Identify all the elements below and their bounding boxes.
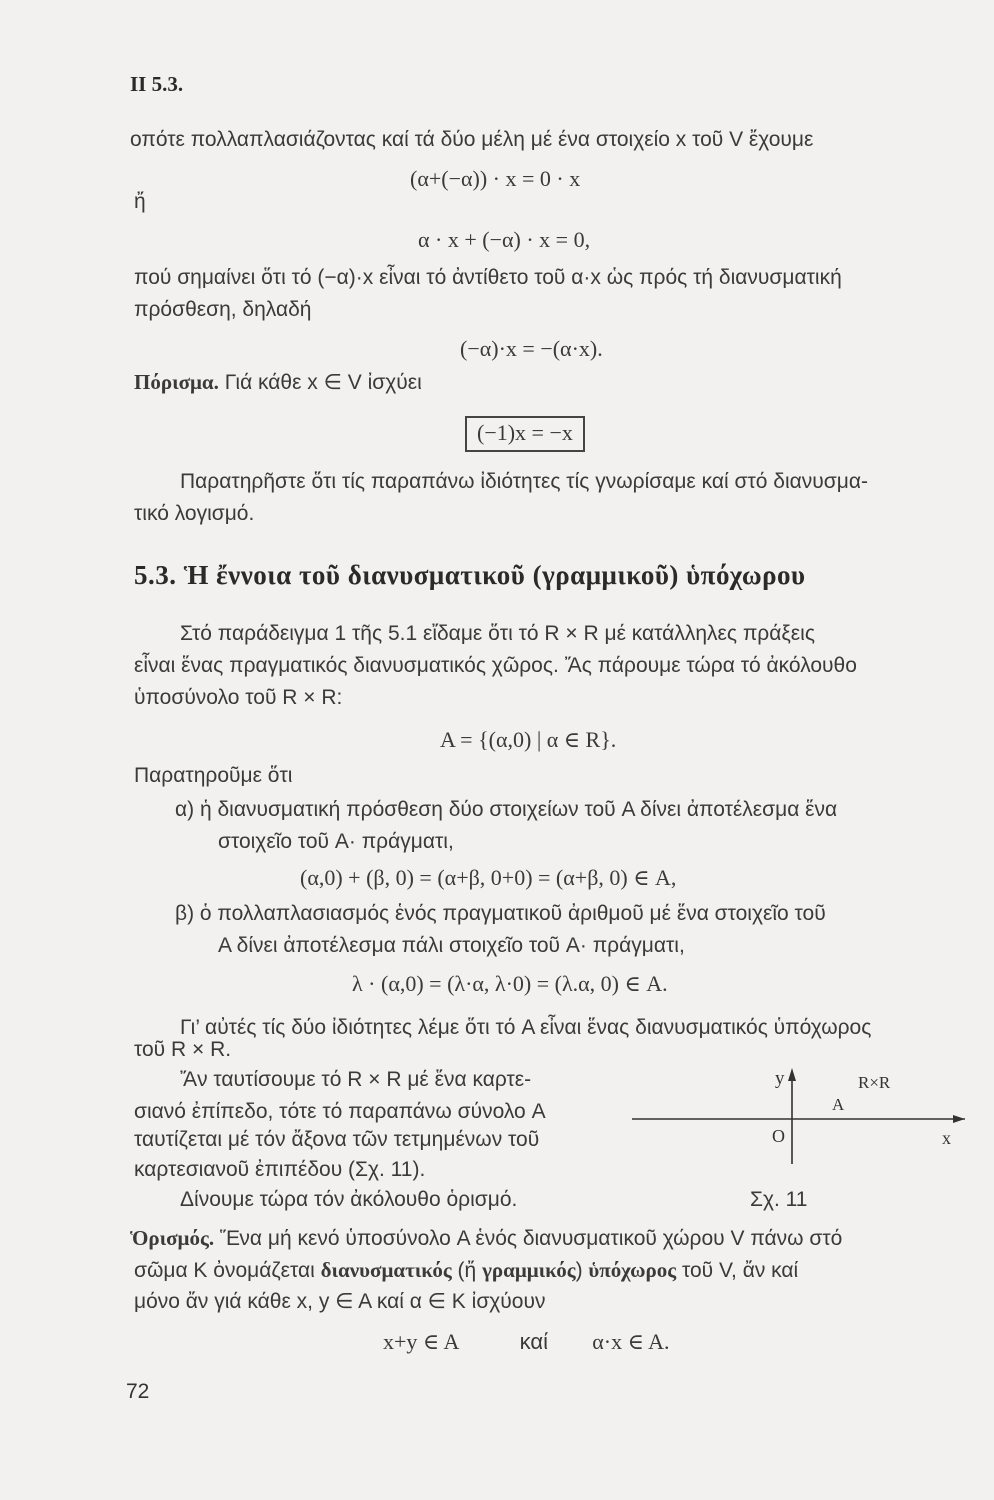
equation: α · x + (−α) · x = 0, (418, 227, 591, 252)
y-axis-arrow (788, 1068, 796, 1081)
corollary-text: Γιά κάθε x ∈ V ἰσχύει (224, 371, 422, 394)
label-rxr: R×R (858, 1073, 891, 1092)
equation: (−α)·x = −(α·x). (460, 336, 603, 361)
label-origin: O (772, 1126, 785, 1146)
equation-left: x+y ∈ A (383, 1329, 460, 1354)
corollary-line (134, 366, 422, 399)
term-bold: διανυσματικός (320, 1258, 452, 1282)
text-line: πού σημαίνει ὅτι τό (−α)·x εἶναι τό ἀντίθετο τοῦ α·x ὡς πρός τή διανυσματική (134, 266, 842, 289)
label-y: y (775, 1068, 785, 1089)
label-x: x (942, 1128, 951, 1148)
equation-and: καί (519, 1329, 548, 1354)
text-line: Παρατηρῆστε ὅτι τίς παραπάνω ἰδιότητες τίς γνωρίσαμε καί στό διανυσμα- (180, 470, 868, 493)
text-line: τικό λογισμό. (134, 502, 255, 525)
x-axis-arrow (953, 1115, 965, 1123)
boxed-equation: (−1)x = −x (465, 416, 585, 452)
term-bold: γραμμικός (482, 1258, 576, 1282)
definition-line-2 (134, 1254, 798, 1287)
definition-label: Ὁρισμός. (130, 1226, 215, 1250)
text-line: α) ἡ διανυσματική πρόσθεση δύο στοιχείων τοῦ A δίνει ἀποτέλεσμα ἕνα (175, 798, 838, 821)
text-line: β) ὁ πολλαπλασιασμός ἑνός πραγματικοῦ ἀριθμοῦ μέ ἕνα στοιχεῖο τοῦ (175, 902, 826, 925)
equation: (α+(−α)) · x = 0 · x (410, 166, 581, 191)
text-span: (ἤ (451, 1259, 483, 1282)
term-bold: ὑπόχωρος (588, 1258, 677, 1282)
definition-equation (383, 1326, 670, 1358)
equation: λ · (α,0) = (λ·α, λ·0) = (λ.α, 0) ∈ A. (352, 971, 668, 996)
definition-text: Ἕνα μή κενό ὑποσύνολο A ἑνός διανυσματικοῦ χώρου V πάνω στό (219, 1227, 843, 1250)
definition-line (130, 1222, 842, 1255)
text-line: Γι’ αὐτές τίς δύο ἰδιότητες λέμε ὅτι τό A εἶναι ἕνας διανυσματικός ὑπόχωρος (180, 1016, 872, 1039)
text-line: Δίνουμε τώρα τόν ἀκόλουθο ὁρισμό. (180, 1188, 518, 1211)
equation: A = {(α,0) | α ∈ R}. (440, 727, 617, 752)
text-line: A δίνει ἀποτέλεσμα πάλι στοιχεῖο τοῦ A· πράγματι, (218, 934, 685, 957)
text-line: πρόσθεση, δηλαδή (134, 298, 312, 321)
page-number: 72 (126, 1380, 150, 1403)
text-line: καρτεσιανοῦ ἐπιπέδου (Σχ. 11). (134, 1158, 426, 1181)
text-line: μόνο ἄν γιά κάθε x, y ∈ A καί α ∈ K ἰσχύουν (134, 1290, 546, 1313)
text-line: τοῦ R × R. (134, 1038, 232, 1061)
text-line: Στό παράδειγμα 1 τῆς 5.1 εἴδαμε ὅτι τό R × R μέ κατάλληλες πράξεις (180, 622, 815, 645)
text-line: ὑποσύνολο τοῦ R × R: (134, 686, 343, 709)
equation-right: α·x ∈ A. (592, 1329, 670, 1354)
section-heading (134, 560, 806, 591)
figure-caption: Σχ. 11 (750, 1188, 808, 1211)
text-span: τοῦ V, ἄν καί (676, 1259, 799, 1282)
label-a: A (832, 1095, 845, 1114)
text-span: ) (575, 1259, 589, 1282)
running-header: II 5.3. (130, 72, 184, 96)
text-line: εἶναι ἕνας πραγματικός διανυσματικός χῶρος. Ἄς πάρουμε τώρα τό ἀκόλουθο (134, 654, 857, 677)
section-number: 5.3. (134, 560, 177, 590)
text-line: σιανό ἐπίπεδο, τότε τό παραπάνω σύνολο A (134, 1100, 546, 1123)
section-title: Ἡ ἔννοια τοῦ διανυσματικοῦ (γραμμικοῦ) ὑπόχωρου (183, 560, 806, 590)
corollary-label: Πόρισμα. (134, 370, 219, 394)
text-line: Παρατηροῦμε ὅτι (134, 764, 293, 787)
text-line: Ἄν ταυτίσουμε τό R × R μέ ἕνα καρτε- (180, 1068, 532, 1091)
equation: (α,0) + (β, 0) = (α+β, 0+0) = (α+β, 0) ∈ A, (300, 865, 677, 890)
text-span: σῶμα K ὀνομάζεται (134, 1259, 321, 1282)
text-line: ἤ (134, 190, 146, 213)
figure-11-axes (620, 1060, 970, 1170)
text-line: ταυτίζεται μέ τόν ἄξονα τῶν τετμημένων τοῦ (134, 1128, 540, 1151)
text-line: στοιχεῖο τοῦ A· πράγματι, (218, 830, 454, 853)
text-line: οπότε πολλαπλασιάζοντας καί τά δύο μέλη μέ ένα στοιχείο x τοῦ V ἔχουμε (130, 128, 814, 151)
